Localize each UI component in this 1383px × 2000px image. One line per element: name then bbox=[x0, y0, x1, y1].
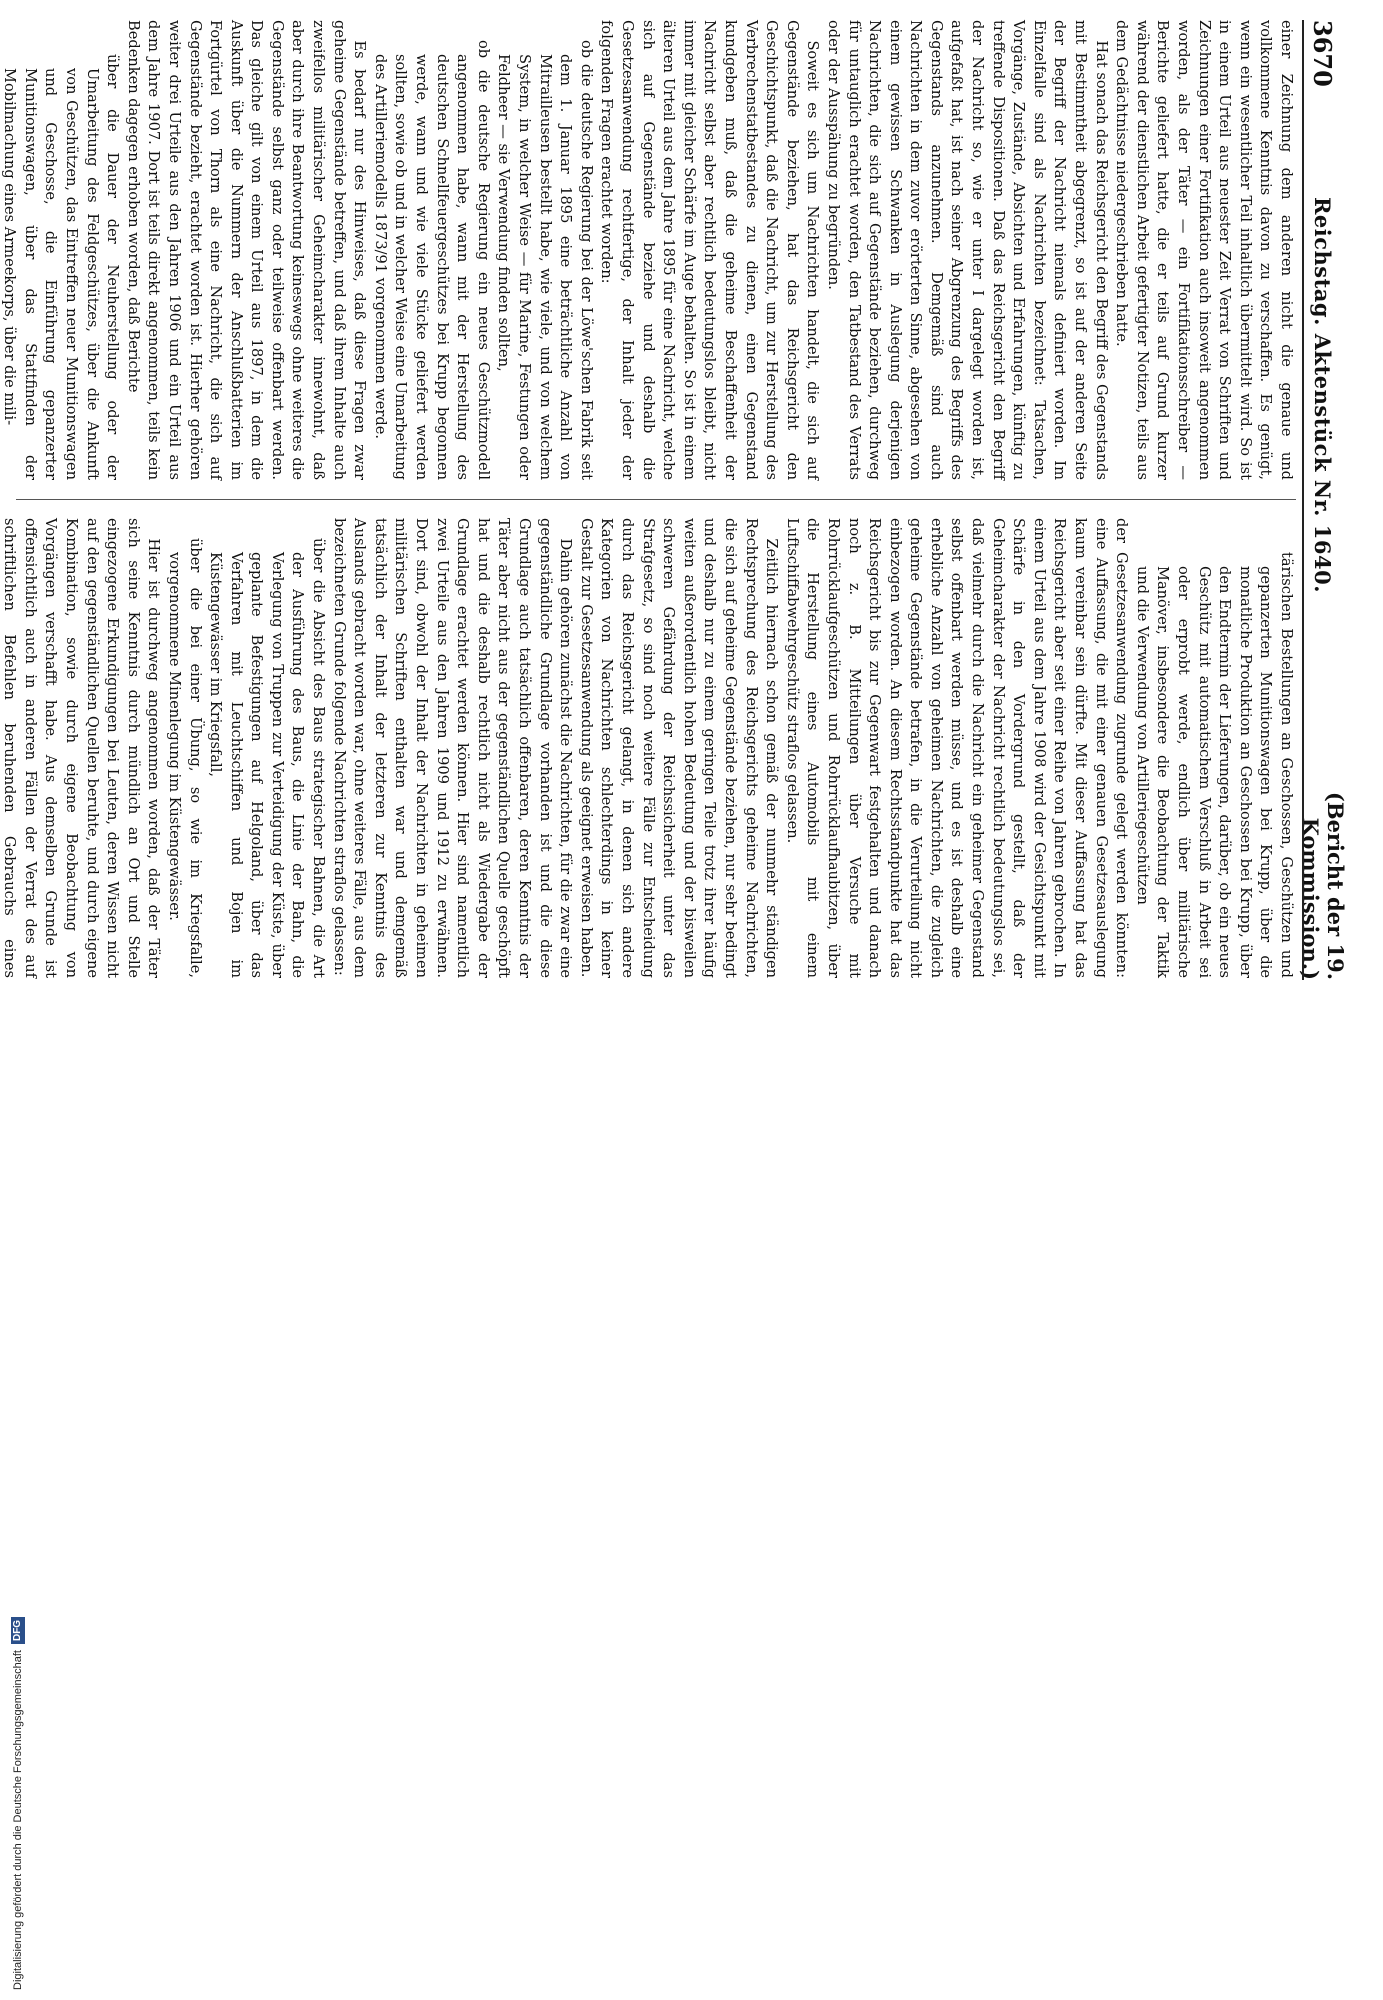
page-header bbox=[1298, 20, 1348, 980]
paragraph: Hier ist durchweg angenommen worden, daß der Täter sich seine Kenntnis durch mündlich an Ort und Stelle eingezogene Erkundigungen bei Leuten, deren Wissen nicht auf den gegenständlichen Quellen beruhte, und durch eigene Kombination, sowie durch eigene Beobachtung von Vorgängen verschafft habe. Aus demselben Grunde ist offensichtlich auch in anderen Fällen der Verrat des auf schriftlichen Befehlen beruhenden Gebrauchs eines bbox=[1, 518, 163, 978]
dfg-logo-icon: DFG bbox=[11, 1617, 25, 1644]
left-column bbox=[1, 20, 1296, 480]
paragraph: ob die deutsche Regierung ein neues Geschützmodell angenommen habe, wann mit der Herstellung des deutschen Schnellfeuergeschützes bei Krupp begonnen werde, wann und wie viele Stücke geliefert werden sollten, sowie ob und in welcher Weise eine Umarbeitung des Artilleriemodells 1873/91 vorgenommen werde. bbox=[371, 40, 492, 480]
paragraph: Zeitlich hiernach schon gemäß der nunmehr ständigen Rechtsprechung des Reichsgerichts geheime Nachrichten, die sich auf geheime Gegenstände beziehen, nur sehr bedingt und deshalb nur zu einem geringen Teile trotz ihrer häufig weiten außerordentlich hohen Bedeutung und der bisweilen schweren Gefährdung der Reichssicherheit unter das Strafgesetz, so sind noch weitere Fälle zur Entscheidung durch das Reichsgericht gelangt, in denen sich andere Kategorien von Nachrichten schlechterdings in keiner Gestalt zur Gesetzesanwendung als geeignet erweisen haben. bbox=[577, 518, 781, 978]
paragraph: einer Zeichnung dem anderen nicht die genaue und vollkommene Kenntnis davon zu verschaffen. Es genügt, wenn ein wesentlicher Teil inhaltlich übermittelt wird. So ist in einem Urteil aus neuester Zeit Verrat von Schriften und Zeichnungen einer Fortifikation auch insoweit angenommen worden, als der Täter — ein Fortifikationsschreiber — Berichte geliefert hatte, die er teils auf Grund kurzer während der dienstlichen Arbeit gefertigter Notizen, teils aus dem Gedächtnisse niedergeschrieben hatte. bbox=[1113, 20, 1295, 480]
report-label: (Bericht der 19. Kommission.) bbox=[1298, 791, 1348, 980]
paragraph: tärischen Bestellungen an Geschossen, Geschützen und gepanzerten Munitionswagen bei Krupp, über die monatliche Produktion an Geschossen bei Krupp, über den Endtermin der Lieferungen, darüber, ob ein neues Geschütz mit automatischem Verschluß in Arbeit sei oder erprobt werde, endlich über militärische Manöver, insbesondere die Beobachtung der Taktik und die Verwendung von Artilleriegeschützen bbox=[1133, 552, 1295, 978]
paragraph: über die bei einer Übung, so wie im Kriegsfalle, vorgenommene Minenlegung im Küstengewässer. bbox=[165, 538, 204, 978]
paragraph: über die Dauer der Neuherstellung oder der Umarbeitung des Feldgeschützes, über die Ankunft von Geschützen, das Eintreffen neuer Munitionswagen und Geschosse, die Einführung gepanzerter Munitionswagen, über das Stattfinden der Mobilmachung eines Armeekorps, über die mili- bbox=[1, 54, 122, 480]
digitization-text: Digitalisierung gefördert durch die Deutsche Forschungsgemeinschaft bbox=[12, 1650, 24, 1990]
column-divider bbox=[16, 499, 1296, 500]
header-rule bbox=[1302, 20, 1304, 980]
paragraph: Dahin gehören zunächst die Nachrichten, für die zwar eine gegenständliche Grundlage vorhanden ist und die diese Grundlage auch tatsächlich offenbaren, deren Kenntnis der Täter aber nicht aus der gegenständlichen Quelle geschöpft hat und die deshalb rechtlich nicht als Wiedergabe der Grundlage erachtet werden können. Hier sind namentlich zwei Urteile aus den Jahren 1909 und 1912 zu erwähnen. Dort sind, obwohl der Inhalt der Nachrichten in geheimen militärischen Schriften enthalten war und demgemäß tatsächlich der Inhalt der letzteren zur Kenntnis des Auslands gebracht worden war, ohne weiteres Fälle, aus dem bezeichneten Grunde folgende Nachrichten straflos gelassen: bbox=[330, 518, 575, 978]
paragraph: Es bedarf nur des Hinweises, daß diese Fragen zwar geheime Gegenstände betreffen, und daß ihrem Inhalte auch zweifellos militärischer Geheimcharakter innewohnt, daß aber durch ihre Beantwortung keineswegs ohne weiteres die Gegenstände selbst ganz oder teilweise offenbart werden. Das gleiche gilt von einem Urteil aus 1897, in dem die Auskunft über die Nummern der Anschlußbatterien im Fortgürtel von Thorn als eine Nachricht, die sich auf Gegenstände bezieht, erachtet worden ist. Hierher gehören weiter drei Urteile aus den Jahren 1906 und ein Urteil aus dem Jahre 1907. Dort ist teils direkt angenommen, teils kein Bedenken dagegen erhoben worden, daß Berichte bbox=[124, 20, 369, 480]
paragraph: Hat sonach das Reichsgericht den Begriff des Gegenstands mit Bestimmtheit abgegrenzt, so ist auf der anderen Seite der Begriff der Nachricht niemals definiert worden. Im Einzelfalle sind als Nachrichten bezeichnet: Tatsachen, Vorgänge, Zustände, Absichten und Erfahrungen, künftig zu treffende Dispositionen. Daß das Reichsgericht den Begriff der Nachricht so, wie er unter I dargelegt worden ist, aufgefaßt hat, ist nach seiner Abgrenzung des Begriffs des Gegenstands anzunehmen. Demgemäß sind auch Nachrichten in dem zuvor erörterten Sinne, abgesehen von einem gewissen Schwanken in Auslegung derjenigen Nachrichten, die sich auf Gegenstände beziehen, durchweg für untauglich erachtet worden, den Tatbestand des Verrats oder der Ausspähung zu begründen. bbox=[824, 20, 1110, 480]
paragraph: ob die deutsche Regierung bei der Löwe'schen Fabrik seit dem 1. Januar 1895 eine beträchtliche Anzahl von Mitrailleusen bestellt habe, wie viele, und von welchem System, in welcher Weise — für Marine, Festungen oder Feldheer — sie Verwendung finden sollten, bbox=[495, 40, 595, 480]
paragraph: über die Absicht des Baus strategischer Bahnen, die Art der Ausführung des Baus, die Linie der Bahn, die Verlegung von Truppen zur Verteidigung der Küste, über geplante Befestigungen auf Helgoland, über das Verfahren mit Leuchtschiffen und Bojen im Küstengewässer im Kriegsfall, bbox=[207, 538, 328, 978]
digitization-note bbox=[0, 1000, 24, 2000]
rotated-page bbox=[0, 20, 1348, 980]
page-number: 3670 bbox=[1308, 20, 1338, 87]
page-title: Reichstag. Aktenstück Nr. 1640. bbox=[1310, 196, 1336, 594]
paragraph: der Gesetzesanwendung zugrunde gelegt werden könnten: eine Auffassung, die mit einer genauen Gesetzesauslegung kaum vereinbar sein dürfte. Mit dieser Auffassung hat das Reichsgericht aber seit einer Reihe von Jahren gebrochen. In einem Urteil aus dem Jahre 1908 wird der Gesichtspunkt mit Schärfe in den Vordergrund gestellt, daß der Geheimcharakter der Nachricht rechtlich bedeutungslos sei, daß vielmehr durch die Nachricht ein geheimer Gegenstand selbst offenbart werden müsse, und es ist deshalb eine erhebliche Anzahl von geheimen Nachrichten, die zugleich geheime Gegenstände betrafen, in die Verurteilung nicht einbezogen worden. An diesem Rechtsstandpunkte hat das Reichsgericht bis zur Gegenwart festgehalten und danach noch z. B. Mitteilungen über Versuche mit Rohrrücklaufgeschützen und Rohrrücklaufhaubitzen, über die Herstellung eines Automobils mit einem Luftschiffabwehrgeschütz straflos gelassen. bbox=[783, 518, 1131, 978]
paragraph: Soweit es sich um Nachrichten handelt, die sich auf Gegenstände beziehen, hat das Reichsgericht den Geschichtspunkt, daß die Nachricht, um zur Herstellung des Verbrechenstatbestandes zu dienen, einen Gegenstand kundgeben muß, daß die geheime Beschaffenheit der Nachricht selbst aber rechtlich bedeutungslos bleibt, nicht immer mit gleicher Schärfe im Auge behalten. So ist in einem älteren Urteil aus dem Jahre 1895 für eine Nachricht, welche sich auf Gegenstände beziehe und deshalb die Gesetzesanwendung rechtfertige, der Inhalt jeder der folgenden Fragen erachtet worden: bbox=[598, 20, 822, 480]
right-column bbox=[1, 518, 1296, 978]
